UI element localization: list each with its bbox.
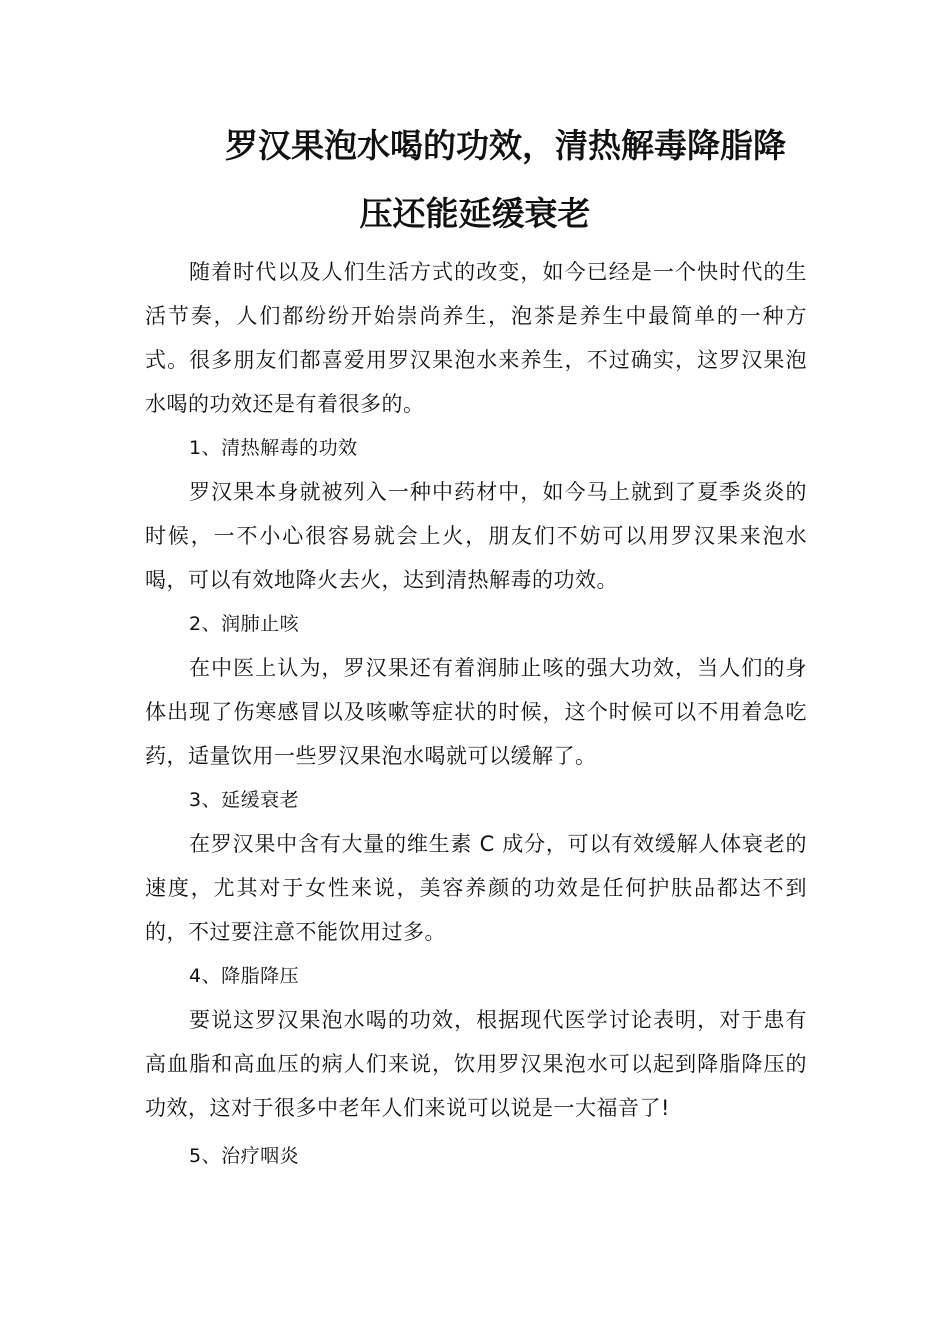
section-body-4: 要说这罗汉果泡水喝的功效，根据现代医学讨论表明，对于患有高血脂和高血压的病人们来说，饮用罗汉果泡水可以起到降脂降压的功效，这对于很多中老年人们来说可以说是一大福音了! [145,1008,807,1120]
section-heading-2: 2、润肺止咳 [189,613,300,635]
document-title-line-1: 罗汉果泡水喝的功效，清热解毒降脂降 [225,126,786,165]
section-heading-1: 1、清热解毒的功效 [189,437,358,459]
document-title-line-2: 压还能延缓衰老 [359,194,591,233]
section-heading-5: 5、治疗咽炎 [189,1145,300,1167]
section-heading-3: 3、延缓衰老 [189,789,300,811]
document-body [145,250,807,1178]
section-body-3: 在罗汉果中含有大量的维生素 C 成分，可以有效缓解人体衰老的速度，尤其对于女性来说，美容养颜的功效是任何护肤品都达不到的，不过要注意不能饮用过多。 [145,832,807,944]
intro-paragraph: 随着时代以及人们生活方式的改变，如今已经是一个快时代的生活节奏，人们都纷纷开始崇尚养生，泡茶是养生中最简单的一种方式。很多朋友们都喜爱用罗汉果泡水来养生，不过确实，这罗汉果泡水喝的功效还是有着很多的。 [145,260,807,416]
section-body-2: 在中医上认为，罗汉果还有着润肺止咳的强大功效，当人们的身体出现了伤寒感冒以及咳嗽等症状的时候，这个时候可以不用着急吃药，适量饮用一些罗汉果泡水喝就可以缓解了。 [145,656,807,768]
section-heading-4: 4、降脂降压 [189,965,300,987]
section-body-1: 罗汉果本身就被列入一种中药材中，如今马上就到了夏季炎炎的时候，一不小心很容易就会上火，朋友们不妨可以用罗汉果来泡水喝，可以有效地降火去火，达到清热解毒的功效。 [145,480,807,592]
